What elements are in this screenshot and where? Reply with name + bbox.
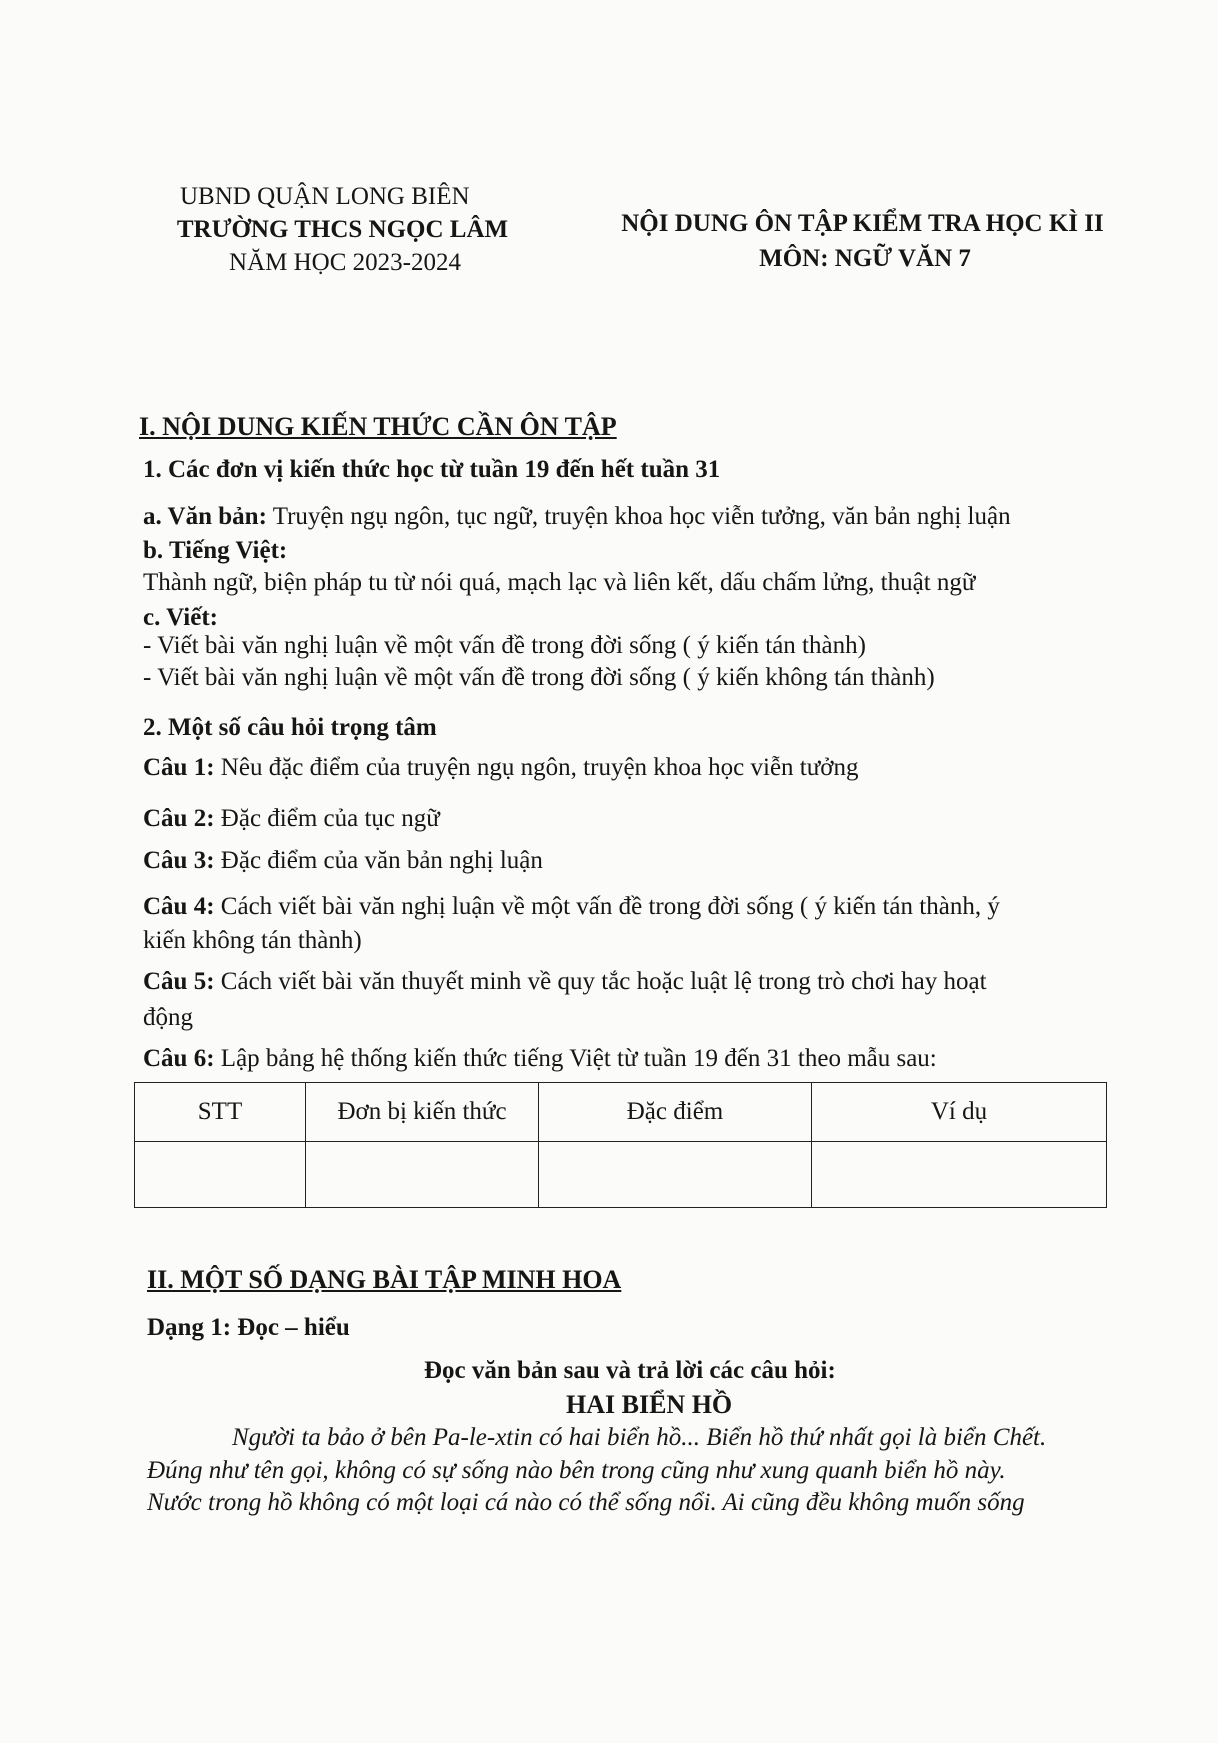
question-4-cont: kiến không tán thành) bbox=[143, 927, 362, 954]
knowledge-table bbox=[134, 1082, 1107, 1208]
item-b-label: b. Tiếng Việt: bbox=[143, 537, 288, 564]
header-right-title: NỘI DUNG ÔN TẬP KIỂM TRA HỌC KÌ II bbox=[621, 210, 1104, 237]
question-text: Nêu đặc điểm của truyện ngụ ngôn, truyện khoa học viễn tưởng bbox=[214, 754, 859, 781]
exercise-type-1: Dạng 1: Đọc – hiểu bbox=[147, 1314, 350, 1341]
header-right-subject: MÔN: NGỮ VĂN 7 bbox=[759, 245, 971, 272]
question-2 bbox=[143, 805, 440, 833]
header-left-school: TRƯỜNG THCS NGỌC LÂM bbox=[176, 216, 509, 243]
header-left-district: UBND QUẬN LONG BIÊN bbox=[180, 183, 470, 210]
question-label: Câu 6: bbox=[143, 1045, 215, 1072]
item-a-label: a. Văn bản: bbox=[143, 503, 267, 530]
item-a-text: Truyện ngụ ngôn, tục ngữ, truyện khoa học viễn tưởng, văn bản nghị luận bbox=[266, 503, 1011, 530]
item-b-text: Thành ngữ, biện pháp tu từ nói quá, mạch lạc và liên kết, dấu chấm lửng, thuật ngữ bbox=[143, 569, 976, 596]
passage-line-1: Người ta bảo ở bên Pa-le-xtin có hai biển hồ... Biển hồ thứ nhất gọi là biển Chết. bbox=[232, 1424, 1047, 1451]
table-cell bbox=[306, 1142, 539, 1208]
table-cell bbox=[812, 1142, 1107, 1208]
reading-instruction: Đọc văn bản sau và trả lời các câu hỏi: bbox=[424, 1357, 836, 1384]
subsection-2-title: 2. Một số câu hỏi trọng tâm bbox=[143, 714, 437, 741]
table-row bbox=[135, 1142, 1107, 1208]
question-text: Cách viết bài văn nghị luận về một vấn đề trong đời sống ( ý kiến tán thành, ý bbox=[214, 893, 1000, 920]
table-cell bbox=[135, 1142, 306, 1208]
question-label: Câu 2: bbox=[143, 805, 215, 832]
question-5 bbox=[143, 968, 987, 996]
item-a bbox=[143, 503, 1011, 531]
question-text: Đặc điểm của văn bản nghị luận bbox=[214, 847, 543, 874]
section-1-title: I. NỘI DUNG KIẾN THỨC CẦN ÔN TẬP bbox=[139, 412, 617, 441]
question-label: Câu 1: bbox=[143, 754, 215, 781]
section-2-title: II. MỘT SỐ DẠNG BÀI TẬP MINH HOA bbox=[147, 1265, 622, 1294]
question-4 bbox=[143, 893, 1000, 921]
passage-title: HAI BIỂN HỒ bbox=[566, 1390, 733, 1419]
item-c-label: c. Viết: bbox=[143, 604, 218, 631]
table-header-stt: STT bbox=[135, 1083, 306, 1142]
question-5-cont: động bbox=[143, 1004, 193, 1031]
header-left-year: NĂM HỌC 2023-2024 bbox=[229, 249, 461, 276]
question-label: Câu 5: bbox=[143, 968, 215, 995]
question-1 bbox=[143, 754, 859, 782]
question-label: Câu 4: bbox=[143, 893, 215, 920]
question-6 bbox=[143, 1045, 937, 1073]
item-c-line-1: - Viết bài văn nghị luận về một vấn đề trong đời sống ( ý kiến tán thành) bbox=[143, 632, 866, 659]
passage-line-2: Đúng như tên gọi, không có sự sống nào bên trong cũng như xung quanh biển hồ này. bbox=[147, 1457, 1006, 1484]
question-text: Đặc điểm của tục ngữ bbox=[214, 805, 440, 832]
table-header-unit: Đơn bị kiến thức bbox=[306, 1083, 539, 1142]
subsection-1-title: 1. Các đơn vị kiến thức học từ tuần 19 đến hết tuần 31 bbox=[143, 456, 721, 483]
table-header-feature: Đặc điểm bbox=[539, 1083, 812, 1142]
question-text: Lập bảng hệ thống kiến thức tiếng Việt từ tuần 19 đến 31 theo mẫu sau: bbox=[214, 1045, 937, 1072]
table-header-row bbox=[135, 1083, 1107, 1142]
question-text: Cách viết bài văn thuyết minh về quy tắc hoặc luật lệ trong trò chơi hay hoạt bbox=[214, 968, 987, 995]
question-3 bbox=[143, 847, 543, 875]
passage-line-3: Nước trong hồ không có một loại cá nào có thể sống nổi. Ai cũng đều không muốn sống bbox=[147, 1489, 1025, 1516]
table-cell bbox=[539, 1142, 812, 1208]
table-header-example: Ví dụ bbox=[812, 1083, 1107, 1142]
item-c-line-2: - Viết bài văn nghị luận về một vấn đề trong đời sống ( ý kiến không tán thành) bbox=[143, 664, 935, 691]
question-label: Câu 3: bbox=[143, 847, 215, 874]
